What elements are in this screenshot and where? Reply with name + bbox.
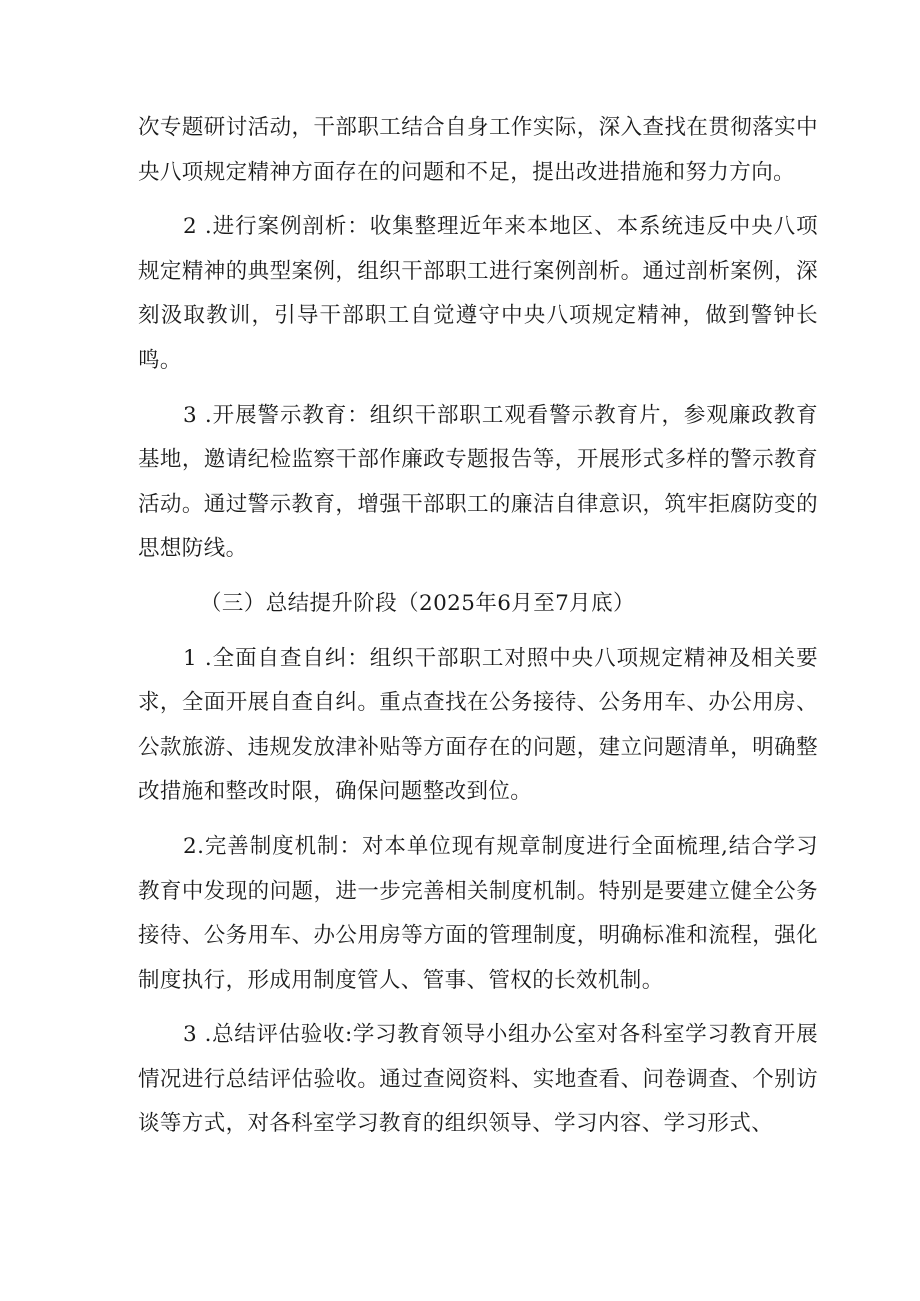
paragraph-gap — [138, 195, 818, 205]
paragraph-gap — [138, 627, 818, 637]
paragraph-self-inspection: 1 .全面自查自纠：组织干部职工对照中央八项规定精神及相关要求，全面开展自查自纠。重点查找在公务接待、公务用车、办公用房、公款旅游、违规发放津补贴等方面存在的问题，建立问题清单，明确整改措施和整改时限，确保问题整改到位。 — [138, 645, 818, 805]
paragraph-gap — [138, 572, 818, 582]
paragraph-summary-evaluation: 3 .总结评估验收:学习教育领导小组办公室对各科室学习教育开展情况进行总结评估验收。通过查阅资料、实地查看、问卷调查、个别访谈等方式，对各科室学习教育的组织领导、学习内容、学习形式、 — [138, 1022, 818, 1137]
paragraph-case-analysis: 2 .进行案例剖析：收集整理近年来本地区、本系统违反中央八项规定精神的典型案例，组织干部职工进行案例剖析。通过剖析案例，深刻汲取教训，引导干部职工自觉遵守中央八项规定精神，做到警钟长鸣。 — [138, 214, 818, 373]
section-heading: （三）总结提升阶段（2025年6月至7月底） — [200, 590, 635, 616]
document-body — [138, 106, 818, 1147]
paragraph-gap — [138, 384, 818, 394]
paragraph-gap — [138, 1003, 818, 1013]
paragraph-warning-education: 3 .开展警示教育：组织干部职工观看警示教育片，参观廉政教育基地，邀请纪检监察干部作廉政专题报告等，开展形式多样的警示教育活动。通过警示教育，增强干部职工的廉洁自律意识，筑牢拒腐防变的思想防线。 — [138, 402, 818, 562]
paragraph-improve-system: 2.完善制度机制：对本单位现有规章制度进行全面梳理,结合学习教育中发现的问题，进一步完善相关制度机制。特别是要建立健全公务接待、公务用车、办公用房等方面的管理制度，明确标准和流程，强化制度执行，形成用制度管人、管事、管权的长效机制。 — [138, 833, 818, 993]
paragraph-continuation: 次专题研讨活动，干部职工结合自身工作实际，深入查找在贯彻落实中央八项规定精神方面存在的问题和不足，提出改进措施和努力方向。 — [138, 115, 818, 185]
paragraph-gap — [138, 815, 818, 825]
